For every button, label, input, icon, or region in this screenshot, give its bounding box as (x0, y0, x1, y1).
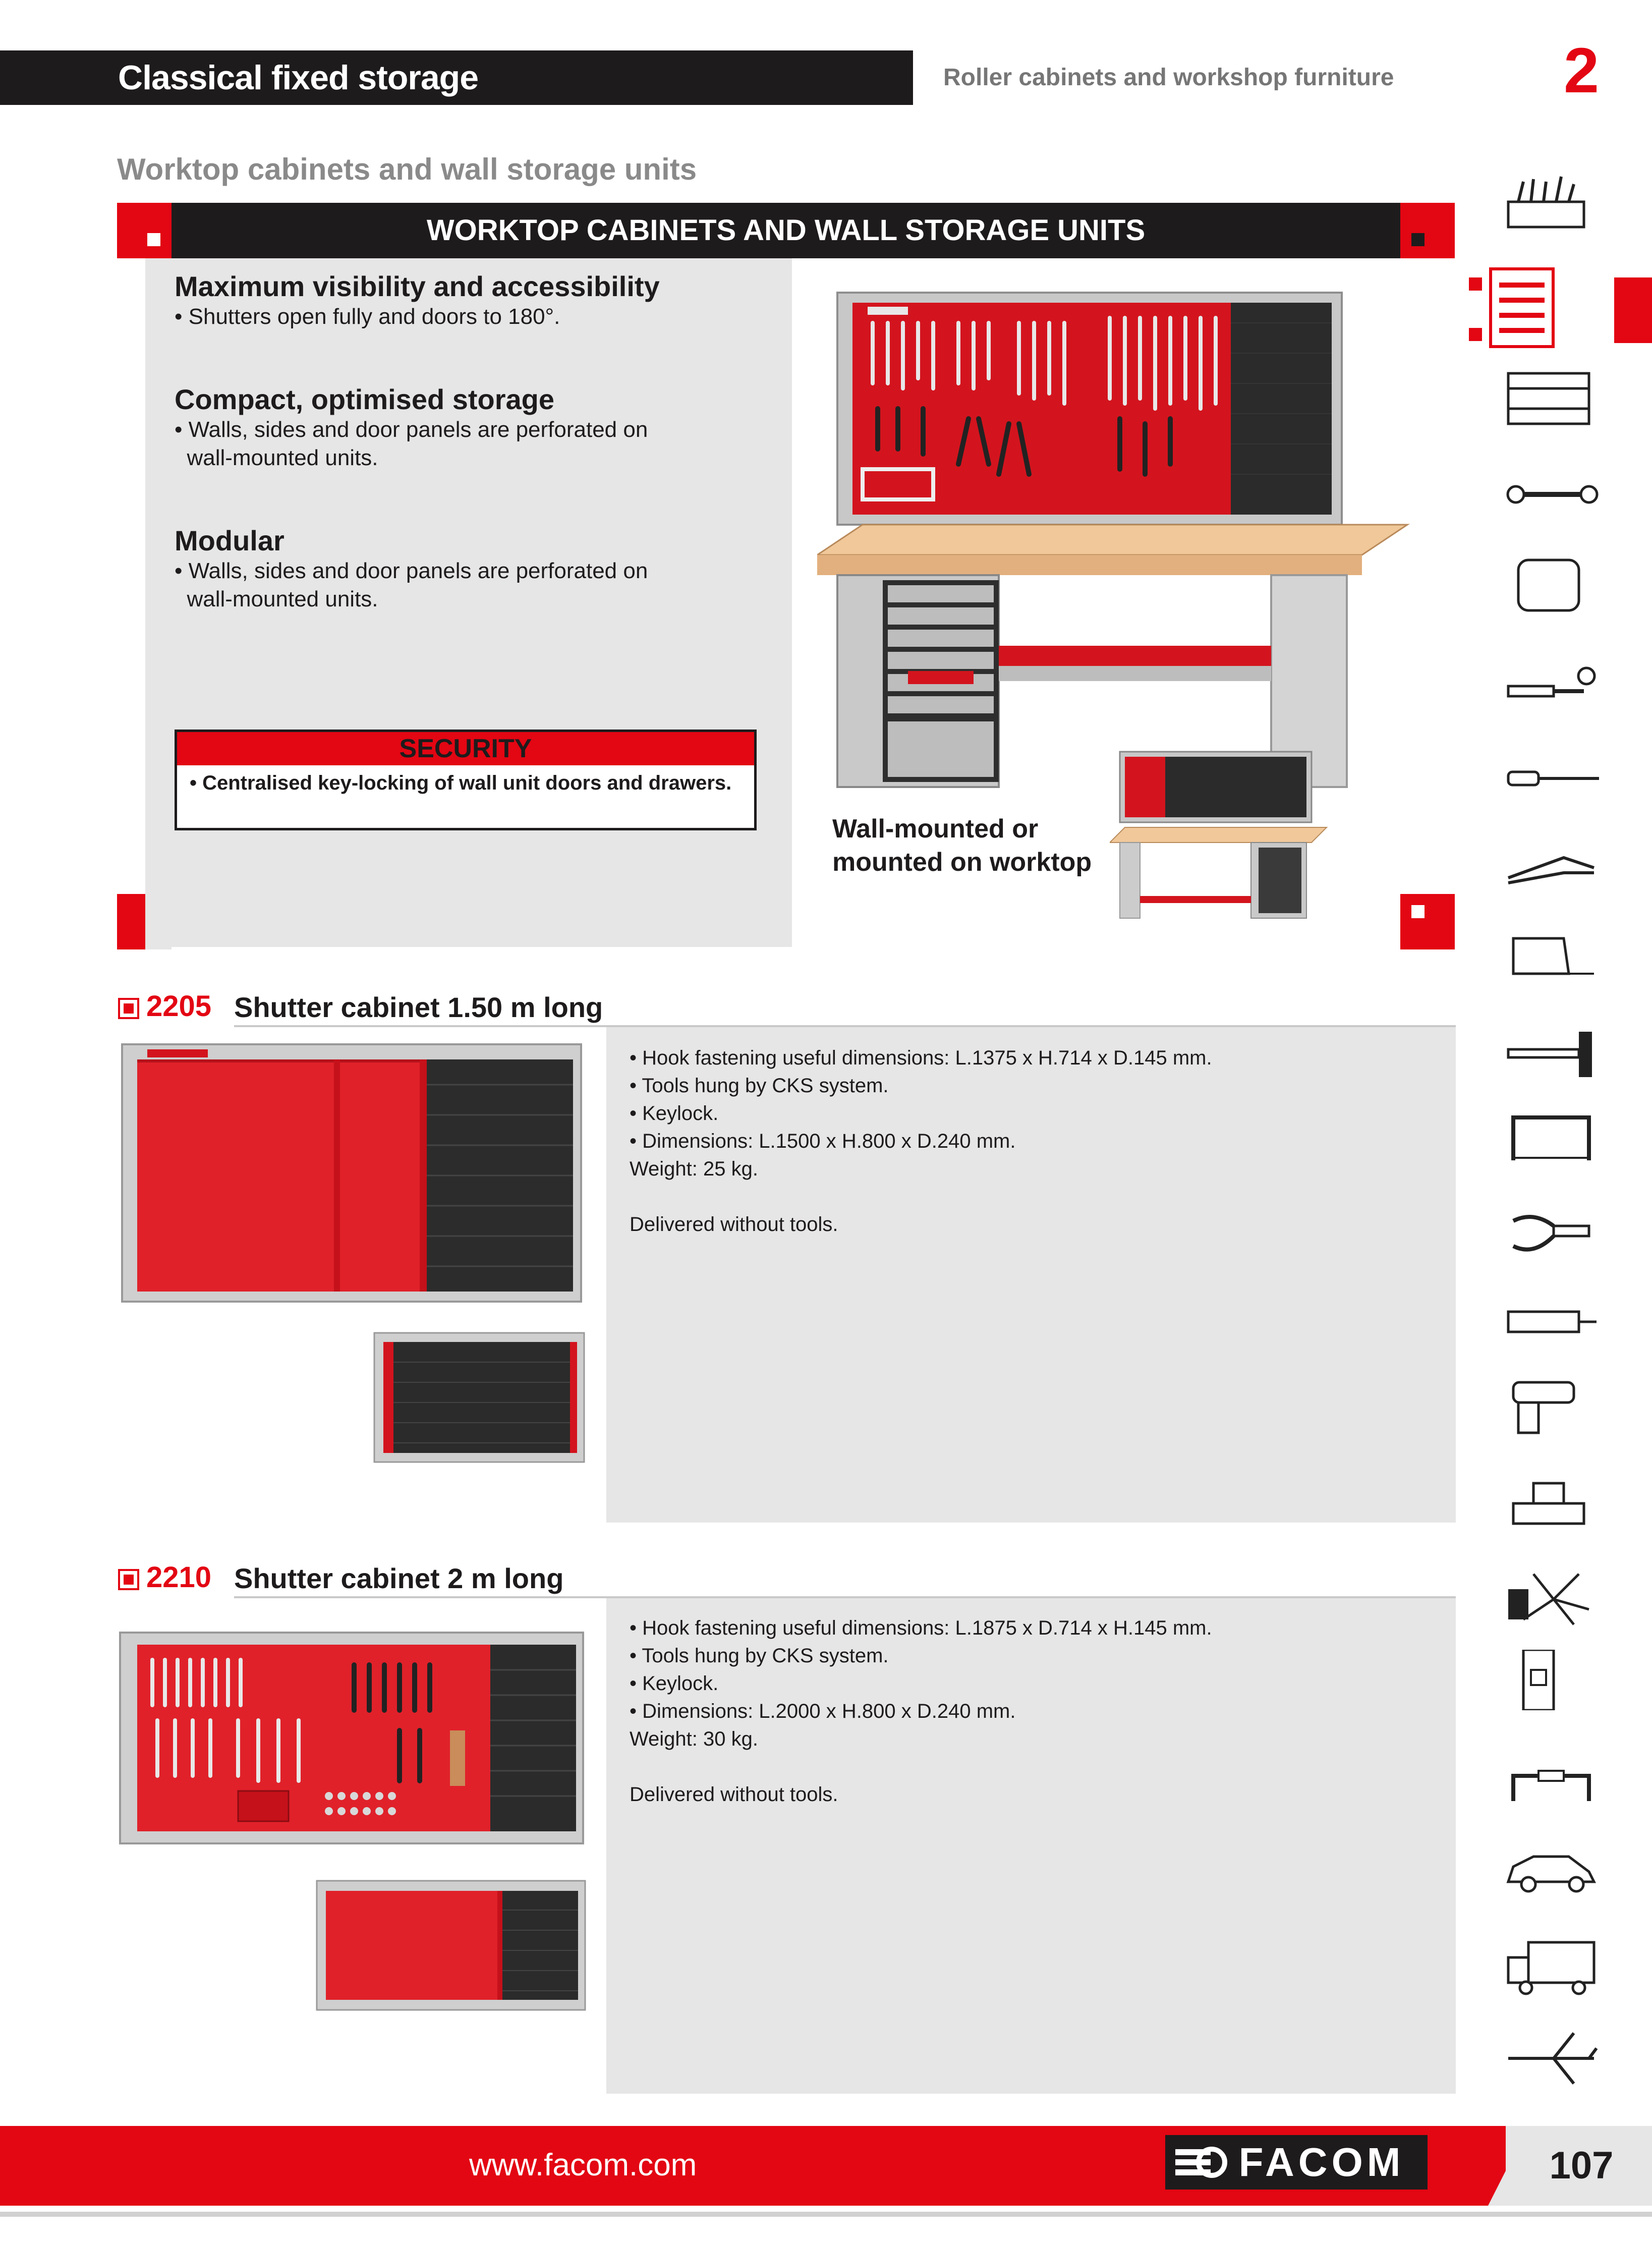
security-heading: SECURITY (177, 732, 754, 765)
product-specs (630, 1044, 1212, 1239)
corner-fill (145, 894, 172, 949)
impact-wrench-icon[interactable] (1503, 1377, 1604, 1438)
spec-line: • Hook fastening useful dimensions: L.1375 x H.714 x D.145 mm. (630, 1047, 1212, 1069)
section-title: Roller cabinets and workshop furniture (943, 64, 1394, 91)
small-workbench-image (1110, 747, 1332, 928)
safety-explosion-icon[interactable] (1503, 1569, 1604, 1630)
spec-line: • Dimensions: L.2000 x H.800 x D.240 mm. (630, 1700, 1016, 1722)
circuit-breaker-icon[interactable] (1503, 1650, 1604, 1710)
ratchet-icon[interactable] (1503, 656, 1604, 716)
product-title: Shutter cabinet 1.50 m long (234, 991, 603, 1023)
electrical-tester-icon[interactable] (1503, 1292, 1604, 1352)
feature-title: Compact, optimised storage (175, 383, 555, 415)
wrench-icon[interactable] (1503, 464, 1604, 525)
intro-heading: WORKTOP CABINETS AND WALL STORAGE UNITS (426, 214, 1146, 247)
cabinet-2210-open-image (117, 1630, 586, 1846)
tool-box-icon[interactable] (1503, 172, 1604, 232)
footer-url[interactable]: www.facom.com (469, 2148, 697, 2182)
spec-line: Weight: 30 kg. (630, 1728, 758, 1750)
image-caption-line: Wall-mounted or (832, 814, 1039, 844)
product-code: 2210 (146, 1561, 212, 1594)
spec-line: • Keylock. (630, 1672, 719, 1695)
spec-line: Weight: 25 kg. (630, 1158, 758, 1180)
screwdriver-icon[interactable] (1503, 747, 1604, 807)
brand-name: FACOM (1238, 2140, 1405, 2184)
corner-ornament (1400, 894, 1455, 949)
product-code: 2205 (146, 990, 212, 1023)
truck-icon[interactable] (1503, 1937, 1604, 1998)
hammer-icon[interactable] (1503, 1024, 1604, 1085)
spec-line: • Dimensions: L.1500 x H.800 x D.240 mm. (630, 1130, 1016, 1152)
corner-ornament (1400, 203, 1455, 258)
cabinet-2210-closed-image (316, 1880, 586, 2011)
image-caption (832, 812, 1092, 879)
spec-line: Delivered without tools. (630, 1783, 838, 1806)
roller-cabinet-icon[interactable] (1469, 267, 1560, 358)
vice-icon[interactable] (1503, 1473, 1604, 1534)
feature-title: Modular (175, 525, 284, 556)
product-specs (630, 1614, 1212, 1809)
handle-icon[interactable] (1503, 1756, 1604, 1816)
chapter-number: 2 (1564, 35, 1600, 106)
page-subtitle: Worktop cabinets and wall storage units (117, 152, 697, 186)
hacksaw-icon[interactable] (1503, 1110, 1604, 1170)
car-icon[interactable] (1503, 1841, 1604, 1902)
feature-title: Maximum visibility and accessibility (175, 270, 660, 302)
security-text: • Centralised key-locking of wall unit doors and drawers. (190, 772, 732, 794)
socket-icon[interactable] (1503, 555, 1604, 615)
spec-line (630, 1753, 1212, 1781)
cabinet-2205-closed-image (373, 1332, 585, 1463)
product-square-icon (118, 1569, 139, 1590)
spec-line: • Tools hung by CKS system. (630, 1075, 889, 1097)
spec-line (630, 1183, 1212, 1211)
page-title: Classical fixed storage (118, 59, 479, 97)
product-square-icon (118, 998, 139, 1019)
spec-line: Delivered without tools. (630, 1213, 838, 1236)
corner-ornament (117, 203, 172, 258)
puller-icon[interactable] (1503, 1201, 1604, 1261)
spec-line: • Tools hung by CKS system. (630, 1645, 889, 1667)
footer-rule (0, 2212, 1652, 2217)
cabinet-2205-open-image (117, 1039, 586, 1312)
feature-text: wall-mounted units. (175, 445, 378, 470)
airplane-icon[interactable] (1503, 2028, 1604, 2089)
product-title: Shutter cabinet 2 m long (234, 1562, 564, 1594)
feature-text: wall-mounted units. (175, 587, 378, 611)
feature-text: • Walls, sides and door panels are perforated on (175, 558, 648, 583)
spec-line: • Hook fastening useful dimensions: L.1875 x D.714 x H.145 mm. (630, 1617, 1212, 1639)
feature-text: • Shutters open fully and doors to 180°. (175, 304, 560, 329)
pliers-icon[interactable] (1503, 837, 1604, 898)
page-number: 107 (1549, 2144, 1614, 2187)
spec-line: • Keylock. (630, 1102, 719, 1125)
active-section-tab[interactable] (1614, 277, 1652, 343)
feature-text: • Walls, sides and door panels are perforated on (175, 417, 648, 442)
storage-drawer-icon[interactable] (1503, 368, 1604, 429)
workbench-image (817, 283, 1412, 807)
image-caption-line: mounted on worktop (832, 848, 1092, 877)
tape-measure-icon[interactable] (1503, 928, 1604, 989)
